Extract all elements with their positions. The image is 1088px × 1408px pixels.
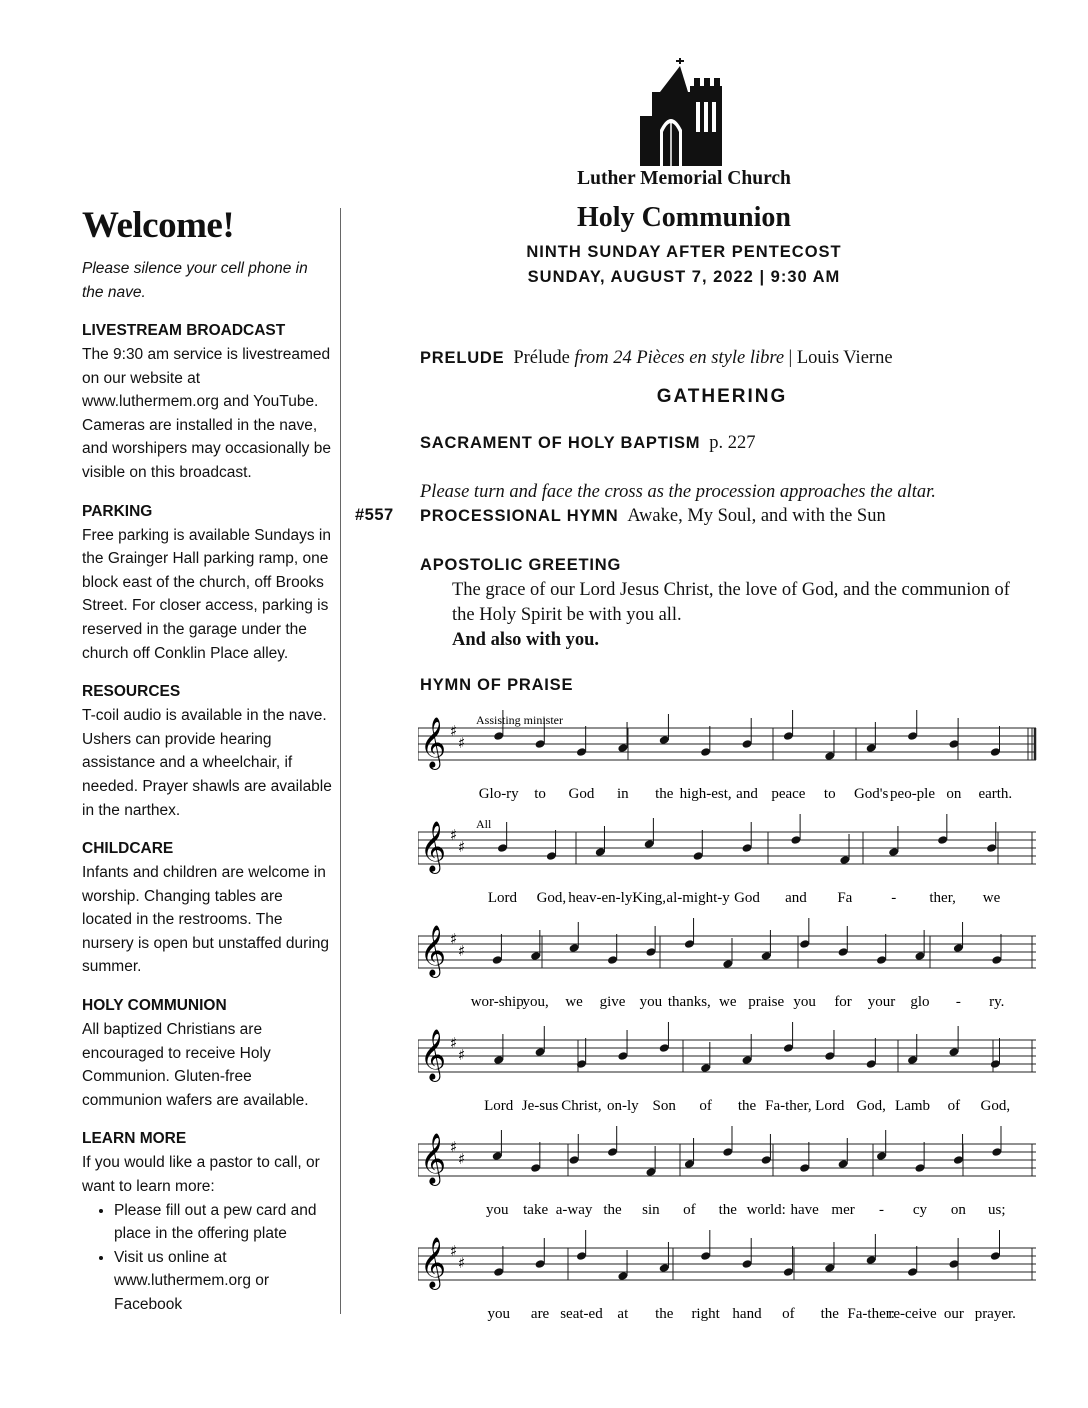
lyric-syllable: of	[947, 1098, 961, 1114]
column-divider	[340, 208, 341, 1314]
lyric-syllable: praise	[748, 994, 785, 1010]
lyric-syllable: -	[955, 994, 961, 1010]
lyric-syllable: of	[782, 1306, 795, 1322]
treble-clef-icon: 𝄞	[420, 821, 447, 872]
sharp-icon: ♯	[458, 942, 466, 960]
lyric-syllable: for	[834, 994, 852, 1010]
lyric-syllable: God,	[980, 1098, 1011, 1114]
lyric-syllable: your	[867, 994, 896, 1010]
sharp-icon: ♯	[458, 1254, 466, 1272]
lyric-syllable: ry.	[989, 994, 1005, 1010]
service-title: Holy Communion	[577, 202, 791, 233]
sharp-icon: ♯	[458, 1150, 466, 1168]
sharp-icon: ♯	[450, 1138, 458, 1156]
section-body: Infants and children are welcome in worship. Changing tables are located in the restrooms. The nursery is open but unstaffed during summer.	[82, 864, 330, 976]
lyric-syllable: the	[718, 1202, 737, 1218]
sharp-icon: ♯	[458, 734, 466, 752]
lyric-syllable: our	[943, 1306, 964, 1322]
procession-instruction: Please turn and face the cross as the procession approaches the altar.	[420, 482, 936, 502]
lyric-syllable: seat-ed	[560, 1306, 603, 1322]
lyric-syllable: God	[568, 786, 595, 802]
lyric-syllable: in	[617, 786, 629, 802]
lyric-syllable: you,	[522, 994, 549, 1010]
lyric-syllable: and	[736, 786, 758, 802]
holy-communion-section	[82, 994, 332, 1112]
lyric-syllable: we	[565, 994, 583, 1010]
section-body: Free parking is available Sundays in the Grainger Hall parking ramp, one block east of the church, off Brooks Street. For closer access, parking is reserved in the garage under the church off Conklin Place alley.	[82, 526, 331, 662]
lyric-syllable: Lord	[484, 1098, 514, 1114]
lyric-syllable: Fa-ther,	[765, 1098, 812, 1114]
lyric-syllable: Lamb	[895, 1098, 931, 1114]
livestream-section	[82, 319, 332, 485]
lyric-syllable: we	[982, 890, 1001, 906]
treble-clef-icon: 𝄞	[420, 1133, 447, 1184]
lyric-syllable: high-est,	[679, 786, 732, 802]
lyric-syllable: on	[950, 1202, 966, 1218]
section-heading: HOLY COMMUNION	[82, 997, 227, 1015]
lyric-syllable: mer	[831, 1202, 855, 1218]
lyric-syllable: re-ceive	[888, 1306, 937, 1322]
treble-clef-icon: 𝄞	[420, 1029, 447, 1080]
lyric-syllable: you	[485, 1202, 509, 1218]
section-body: All baptized Christians are encouraged to receive Holy Communion. Gluten-free communion wafers are available.	[82, 1021, 309, 1109]
lyric-syllable: you	[793, 994, 816, 1010]
lyric-syllable: on-ly	[607, 1098, 639, 1114]
lyric-syllable: cy	[912, 1202, 928, 1218]
lyric-syllable: of	[699, 1098, 712, 1114]
lyric-syllable: sin	[642, 1202, 660, 1218]
lyric-syllable: prayer.	[974, 1306, 1016, 1322]
sharp-icon: ♯	[450, 826, 458, 844]
prelude-label: PRELUDE	[420, 349, 505, 367]
treble-clef-icon: 𝄞	[420, 925, 447, 976]
greeting-text: The grace of our Lord Jesus Christ, the love of God, and the communion of the Holy Spirit be with you all.	[452, 580, 1010, 625]
lyric-syllable: peace	[771, 786, 806, 802]
lyric-syllable: God,	[536, 890, 567, 906]
welcome-sidebar	[82, 204, 332, 1332]
lyric-syllable: ther,	[929, 890, 956, 906]
lyric-syllable: Fa-ther:	[847, 1306, 895, 1322]
lyric-syllable: Je-sus	[521, 1098, 559, 1114]
lyric-syllable: you	[487, 1306, 510, 1322]
lyric-syllable: we	[719, 994, 737, 1010]
resources-section	[82, 680, 332, 822]
lyric-syllable: God,	[856, 1098, 886, 1114]
section-body: If you would like a pastor to call, or want to learn more:	[82, 1154, 320, 1196]
baptism-line	[420, 433, 756, 454]
baptism-label: SACRAMENT OF HOLY BAPTISM	[420, 434, 701, 452]
processional-hymn-number: #557	[355, 506, 394, 524]
section-body: The 9:30 am service is livestreamed on our website at www.luthermem.org and YouTube. Cameras are installed in the nave, and worshipers may occasionally be visible on this broadcast.	[82, 346, 331, 481]
liturgical-day: NINTH SUNDAY AFTER PENTECOST	[526, 243, 842, 261]
lyric-syllable: God	[734, 890, 760, 906]
treble-clef-icon: 𝄞	[420, 717, 447, 768]
lyric-syllable: Christ,	[561, 1098, 602, 1114]
prelude-title: Prélude	[513, 348, 570, 368]
section-heading: LIVESTREAM BROADCAST	[82, 322, 286, 339]
church-name: Luther Memorial Church	[577, 168, 791, 189]
silence-phone-note: Please silence your cell phone in the nave.	[82, 260, 308, 301]
lyric-syllable: heav-en-ly	[568, 890, 633, 906]
prelude-source: from 24 Pièces en style libre	[574, 348, 785, 368]
section-heading: PARKING	[82, 502, 153, 520]
lyric-syllable: Lord	[815, 1098, 845, 1114]
service-datetime: SUNDAY, AUGUST 7, 2022 | 9:30 AM	[527, 268, 841, 286]
greeting-block	[452, 578, 1012, 653]
section-body: T-coil audio is available in the nave. Ushers can provide hearing assistance and a wheelchair, if needed. Prayer shawls are available in the narthex.	[82, 707, 332, 819]
sharp-icon: ♯	[450, 722, 458, 740]
lyric-syllable: thanks,	[667, 994, 711, 1010]
lyric-syllable: of	[683, 1202, 696, 1218]
lyric-syllable: a-way	[555, 1202, 593, 1218]
lyric-syllable: the	[655, 786, 674, 802]
baptism-page: p. 227	[709, 433, 756, 453]
parking-section	[82, 500, 332, 666]
lyric-syllable: wor-ship	[470, 994, 524, 1010]
lyric-syllable: the	[737, 1098, 757, 1114]
section-heading: CHILDCARE	[82, 840, 174, 858]
lyric-syllable: on	[946, 786, 962, 802]
greeting-label: APOSTOLIC GREETING	[420, 556, 622, 574]
hymn-of-praise-label: HYMN OF PRAISE	[420, 676, 574, 694]
list-item: • Please fill out a pew card and place in the offering plate	[114, 1199, 332, 1246]
sharp-icon: ♯	[458, 838, 466, 856]
greeting-response: And also with you.	[452, 630, 600, 650]
lyric-syllable: King,	[632, 890, 667, 906]
lyric-syllable: you	[639, 994, 663, 1010]
list-item: • Visit us online at www.luthermem.org or Facebook	[114, 1246, 332, 1317]
sharp-icon: ♯	[458, 1046, 466, 1064]
lyric-syllable: to	[823, 786, 836, 802]
lyric-syllable: give	[599, 994, 626, 1010]
treble-clef-icon: 𝄞	[420, 1237, 447, 1288]
lyric-syllable: God's	[853, 786, 889, 802]
lyric-syllable: the	[603, 1202, 622, 1218]
lyric-syllable: al-might-y	[666, 890, 730, 906]
lyric-syllable: to	[534, 786, 546, 802]
voice-label: All	[476, 817, 492, 831]
sharp-icon: ♯	[450, 1242, 458, 1260]
church-logo-icon	[638, 58, 722, 166]
processional-line	[420, 506, 886, 527]
prelude-composer: | Louis Vierne	[788, 348, 893, 368]
section-heading: LEARN MORE	[82, 1130, 187, 1148]
lyric-syllable: are	[530, 1306, 550, 1322]
lyric-syllable: Son	[652, 1098, 676, 1114]
lyric-syllable: world:	[746, 1202, 786, 1218]
lyric-syllable: have	[790, 1202, 819, 1218]
lyric-syllable: hand	[732, 1306, 762, 1322]
hymn-of-praise-score	[418, 710, 1038, 1330]
lyric-syllable: -	[879, 1202, 884, 1218]
lyric-syllable: peo-ple	[890, 786, 936, 802]
welcome-title: Welcome!	[82, 205, 235, 246]
lyric-syllable: Lord	[487, 890, 518, 906]
lyric-syllable: earth.	[978, 786, 1013, 802]
lyric-syllable: take	[523, 1202, 549, 1218]
section-heading: RESOURCES	[82, 683, 181, 701]
lyric-syllable: -	[891, 890, 897, 906]
lyric-syllable: the	[655, 1306, 674, 1322]
learn-more-section	[82, 1127, 332, 1316]
lyric-syllable: the	[820, 1306, 839, 1322]
sharp-icon: ♯	[450, 1034, 458, 1052]
sharp-icon: ♯	[450, 930, 458, 948]
lyric-syllable: at	[617, 1306, 629, 1322]
lyric-syllable: us;	[988, 1202, 1006, 1218]
childcare-section	[82, 837, 332, 979]
lyric-syllable: right	[691, 1306, 720, 1322]
lyric-syllable: Glo-ry	[478, 786, 519, 802]
prelude-line	[420, 348, 893, 369]
lyric-syllable: glo	[910, 994, 930, 1010]
gathering-heading: GATHERING	[656, 386, 788, 407]
processional-title: Awake, My Soul, and with the Sun	[627, 506, 886, 526]
lyric-syllable: and	[785, 890, 807, 906]
learn-more-list	[82, 1199, 332, 1317]
processional-label: PROCESSIONAL HYMN	[420, 507, 619, 525]
voice-label: Assisting minister	[476, 713, 564, 727]
lyric-syllable: Fa	[837, 890, 853, 906]
